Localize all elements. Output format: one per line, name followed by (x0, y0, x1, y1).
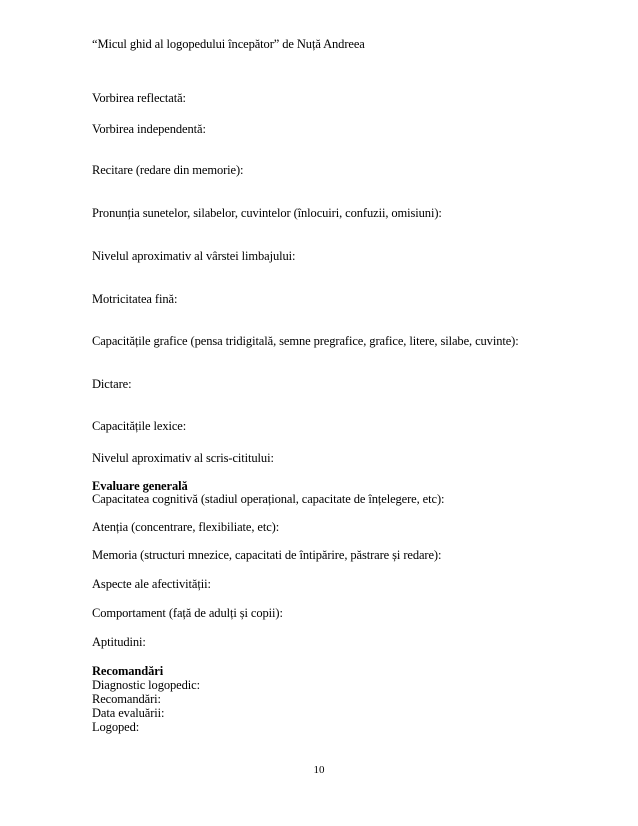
field-nivel-varsta-limbaj: Nivelul aproximativ al vârstei limbajului: (92, 249, 296, 263)
field-comportament: Comportament (față de adulți și copii): (92, 606, 283, 620)
field-logoped: Logoped: (92, 720, 140, 734)
section-heading-evaluare-generala: Evaluare generală (92, 479, 188, 493)
field-dictare: Dictare: (92, 377, 132, 391)
field-afectivitate: Aspecte ale afectivității: (92, 577, 211, 591)
field-atentia: Atenția (concentrare, flexibiliate, etc): (92, 520, 280, 534)
page-number: 10 (313, 764, 325, 776)
field-vorbire-reflectata: Vorbirea reflectată: (92, 91, 186, 105)
field-recitare: Recitare (redare din memorie): (92, 163, 244, 177)
field-diagnostic-logopedic: Diagnostic logopedic: (92, 678, 200, 692)
document-header-title: “Micul ghid al logopedului începător” de Nuță Andreea (92, 37, 365, 51)
section-heading-recomandari: Recomandări (92, 664, 164, 678)
field-capacitati-lexice: Capacitățile lexice: (92, 419, 187, 433)
field-motricitate-fina: Motricitatea fină: (92, 292, 178, 306)
field-memoria: Memoria (structuri mnezice, capacitati de întipărire, păstrare și redare): (92, 548, 442, 562)
field-nivel-scris-citit: Nivelul aproximativ al scris-cititului: (92, 451, 274, 465)
field-vorbire-independenta: Vorbirea independentă: (92, 122, 206, 136)
field-pronuntia: Pronunția sunetelor, silabelor, cuvintelor (înlocuiri, confuzii, omisiuni): (92, 206, 442, 220)
field-recomandari: Recomandări: (92, 692, 161, 706)
field-data-evaluarii: Data evaluării: (92, 706, 165, 720)
field-aptitudini: Aptitudini: (92, 635, 146, 649)
field-capacitate-cognitiva: Capacitatea cognitivă (stadiul operațional, capacitate de înțelegere, etc): (92, 492, 445, 506)
field-capacitati-grafice: Capacitățile grafice (pensa tridigitală, semne pregrafice, grafice, litere, silabe, cuvinte): (92, 334, 519, 348)
